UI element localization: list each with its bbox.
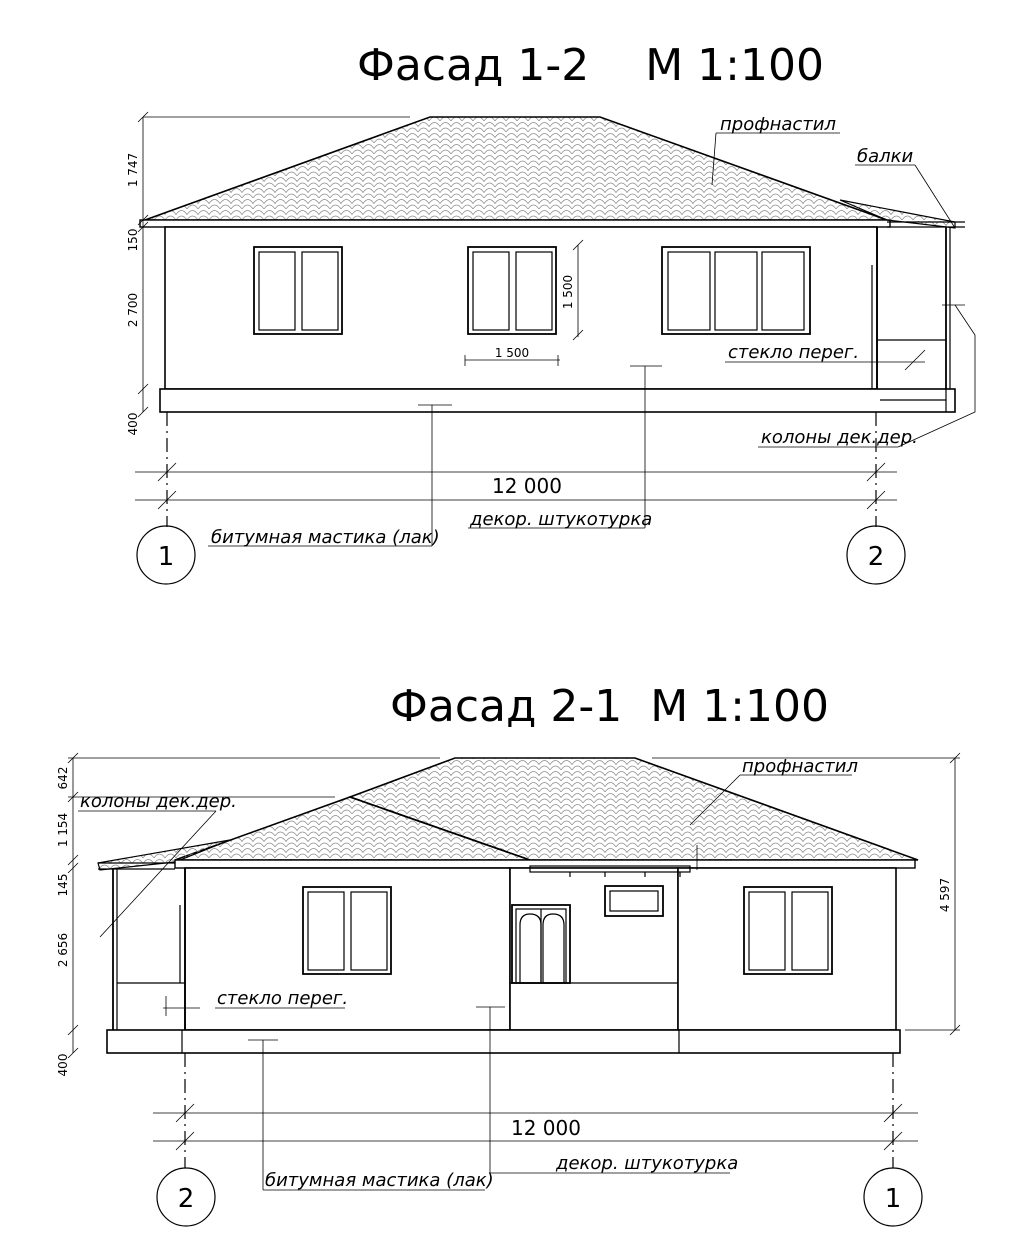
facade2-span: 12 000 xyxy=(511,1116,581,1140)
facade2-plinth xyxy=(107,1030,900,1053)
facade2-label-columns: колоны дек.дер. xyxy=(80,791,237,812)
facade1-window-width: 1 500 xyxy=(494,346,530,360)
facade2-wall-right xyxy=(678,868,896,1030)
facade-2-1 xyxy=(56,681,960,1226)
facade1-eave-height: 150 xyxy=(126,228,140,252)
facade1-axis-left-label: 1 xyxy=(157,542,175,572)
facade2-total-height: 4 597 xyxy=(938,877,952,913)
facade1-eave xyxy=(140,220,890,227)
facade2-label-glass: стекло перег. xyxy=(217,988,349,1009)
facade2-dim-400: 400 xyxy=(56,1053,70,1077)
facade2-wall-middle xyxy=(510,868,678,1030)
facade1-label-roofing: профнастил xyxy=(720,114,836,135)
facade1-title: Фасад 1-2 М 1:100 xyxy=(357,40,824,91)
facade-1-2 xyxy=(126,40,975,584)
facade2-label-roofing: профнастил xyxy=(742,756,858,777)
facade2-axis-right-label: 1 xyxy=(884,1184,902,1214)
facade2-label-plaster: декор. штукотурка xyxy=(556,1153,739,1174)
facade2-label-bitumen: битумная мастика (лак) xyxy=(265,1170,494,1191)
facade1-roof-height: 1 747 xyxy=(126,152,140,188)
facade1-label-plaster: декор. штукотурка xyxy=(470,509,653,530)
facade2-dim-642: 642 xyxy=(56,766,70,790)
facade2-dim-1154: 1 154 xyxy=(56,812,70,848)
facade2-eave xyxy=(175,860,915,868)
facade1-wall-height: 2 700 xyxy=(126,292,140,328)
facade2-axis-left-label: 2 xyxy=(177,1184,195,1214)
facade1-wall xyxy=(165,227,877,389)
facade1-label-columns: колоны дек.дер. xyxy=(761,427,918,448)
facade1-plinth xyxy=(160,389,955,412)
facade2-title: Фасад 2-1 М 1:100 xyxy=(390,681,829,732)
facade2-dim-145: 145 xyxy=(56,873,70,897)
facade1-label-glass: стекло перег. xyxy=(728,342,860,363)
facade2-dim-2656: 2 656 xyxy=(56,932,70,968)
facade1-window-height: 1 500 xyxy=(561,274,575,310)
facade1-plinth-height: 400 xyxy=(126,412,140,436)
facade1-label-beams: балки xyxy=(857,146,914,167)
facade1-axis-right-label: 2 xyxy=(867,542,885,572)
facade1-span: 12 000 xyxy=(492,474,562,498)
facade1-label-bitumen: битумная мастика (лак) xyxy=(211,527,440,548)
